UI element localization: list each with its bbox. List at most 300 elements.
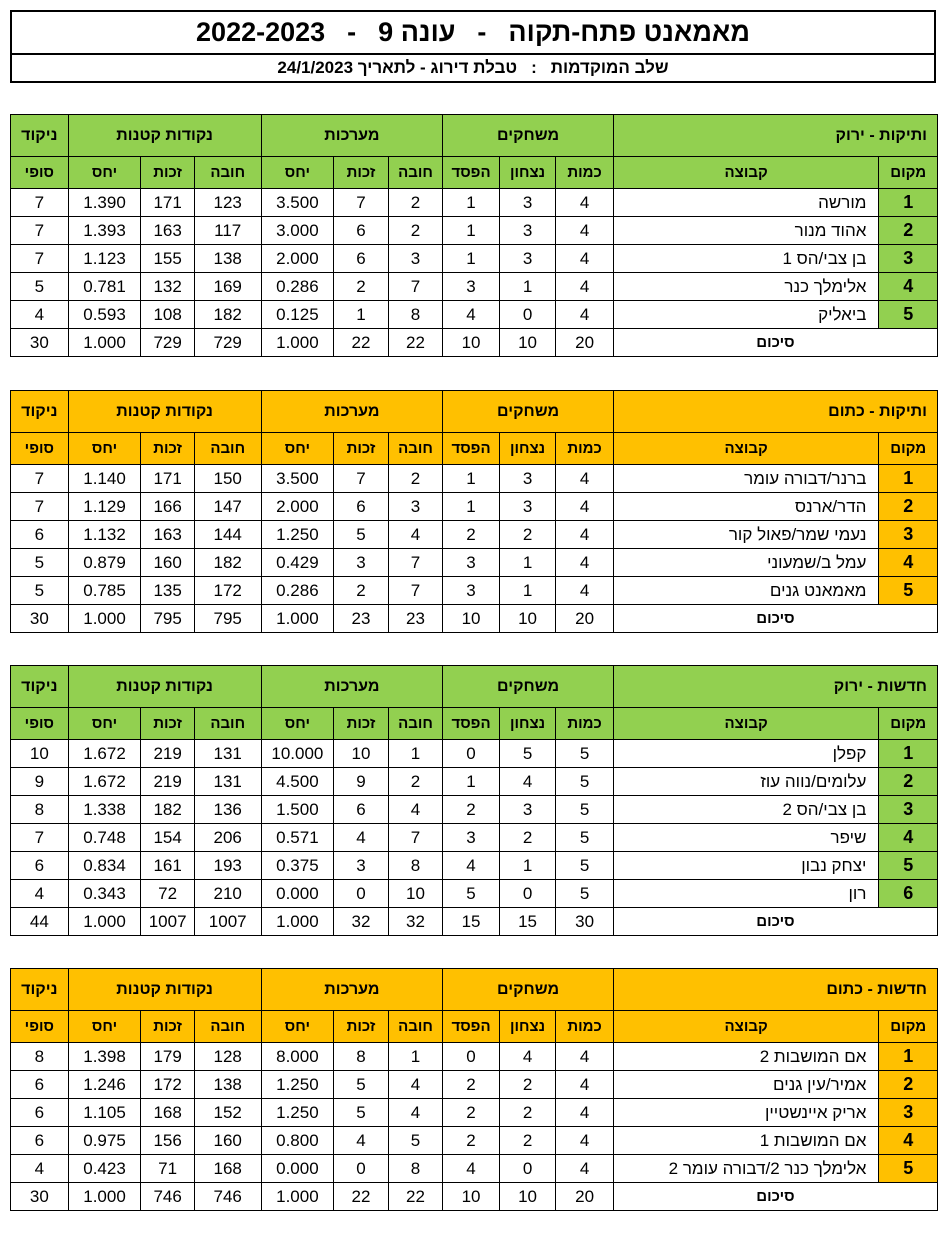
won-cell: 4 xyxy=(499,768,556,796)
pts-for-cell: 154 xyxy=(141,824,195,852)
pts-against-cell: 144 xyxy=(194,521,261,549)
pts-ratio-cell: 0.423 xyxy=(68,1155,141,1183)
total-sets-against: 32 xyxy=(388,908,443,936)
team-name: קפלן xyxy=(613,740,879,768)
pts-for-cell: 163 xyxy=(141,217,195,245)
table-row xyxy=(11,824,938,852)
won-cell: 0 xyxy=(499,880,556,908)
played-header: כמות xyxy=(556,157,614,189)
total-sets-against: 22 xyxy=(388,1183,443,1211)
score-cell: 7 xyxy=(11,465,69,493)
standings-table xyxy=(10,114,938,357)
table-row xyxy=(11,549,938,577)
sets-against-cell: 4 xyxy=(388,1071,443,1099)
lost-cell: 1 xyxy=(443,245,500,273)
table-row xyxy=(11,273,938,301)
place-header: מקום xyxy=(879,157,938,189)
group-title: ותיקות - כתום xyxy=(613,391,937,433)
played-cell: 5 xyxy=(556,768,614,796)
played-cell: 4 xyxy=(556,1043,614,1071)
table-row xyxy=(11,245,938,273)
played-cell: 5 xyxy=(556,796,614,824)
points-against-header: חובה xyxy=(194,433,261,465)
pts-against-cell: 131 xyxy=(194,768,261,796)
sets-group-header: מערכות xyxy=(261,969,443,1011)
pts-for-cell: 182 xyxy=(141,796,195,824)
sets-against-cell: 8 xyxy=(388,852,443,880)
won-header: נצחון xyxy=(499,157,556,189)
lost-header: הפסד xyxy=(443,1011,500,1043)
lost-cell: 5 xyxy=(443,880,500,908)
table-row xyxy=(11,189,938,217)
pts-against-cell: 123 xyxy=(194,189,261,217)
team-header: קבוצה xyxy=(613,433,879,465)
sets-against-header: חובה xyxy=(388,1011,443,1043)
pts-against-cell: 160 xyxy=(194,1127,261,1155)
lost-cell: 3 xyxy=(443,577,500,605)
place-cell: 4 xyxy=(879,1127,938,1155)
sets-group-header: מערכות xyxy=(261,391,443,433)
title-separator: - xyxy=(477,17,487,47)
table-row xyxy=(11,1099,938,1127)
table-row xyxy=(11,852,938,880)
sets-for-cell: 3 xyxy=(334,549,389,577)
played-cell: 4 xyxy=(556,1071,614,1099)
sets-group-header: מערכות xyxy=(261,115,443,157)
sets-ratio-cell: 0.000 xyxy=(261,880,334,908)
group-title: חדשות - ירוק xyxy=(613,666,937,708)
sets-against-cell: 7 xyxy=(388,549,443,577)
played-cell: 4 xyxy=(556,1099,614,1127)
won-cell: 1 xyxy=(499,549,556,577)
place-cell: 4 xyxy=(879,824,938,852)
pts-ratio-cell: 1.132 xyxy=(68,521,141,549)
place-header: מקום xyxy=(879,708,938,740)
score-header-bottom: סופי xyxy=(11,157,69,189)
total-row xyxy=(11,329,938,357)
sets-ratio-cell: 2.000 xyxy=(261,493,334,521)
place-cell: 4 xyxy=(879,273,938,301)
played-cell: 5 xyxy=(556,740,614,768)
pts-against-cell: 131 xyxy=(194,740,261,768)
total-lost: 10 xyxy=(443,1183,500,1211)
total-lost: 15 xyxy=(443,908,500,936)
total-sets-against: 23 xyxy=(388,605,443,633)
team-name: שיפר xyxy=(613,824,879,852)
pts-for-cell: 71 xyxy=(141,1155,195,1183)
total-sets-for: 22 xyxy=(334,1183,389,1211)
score-cell: 7 xyxy=(11,245,69,273)
place-header: מקום xyxy=(879,1011,938,1043)
sets-for-header: זכות xyxy=(334,708,389,740)
matches-group-header: משחקים xyxy=(443,969,614,1011)
lost-cell: 1 xyxy=(443,465,500,493)
played-header: כמות xyxy=(556,433,614,465)
total-sets-ratio: 1.000 xyxy=(261,908,334,936)
pts-ratio-cell: 0.879 xyxy=(68,549,141,577)
team-name: אלימלך כנר xyxy=(613,273,879,301)
lost-cell: 3 xyxy=(443,549,500,577)
total-score: 30 xyxy=(11,1183,69,1211)
team-name: רון xyxy=(613,880,879,908)
played-cell: 4 xyxy=(556,245,614,273)
lost-header: הפסד xyxy=(443,157,500,189)
sets-ratio-header: יחס xyxy=(261,1011,334,1043)
pts-for-cell: 161 xyxy=(141,852,195,880)
team-header: קבוצה xyxy=(613,157,879,189)
total-score: 30 xyxy=(11,329,69,357)
pts-against-cell: 182 xyxy=(194,549,261,577)
score-cell: 4 xyxy=(11,1155,69,1183)
table-row xyxy=(11,521,938,549)
sets-against-header: חובה xyxy=(388,433,443,465)
team-name: אמיר/עין גנים xyxy=(613,1071,879,1099)
table-row xyxy=(11,740,938,768)
sets-ratio-cell: 0.000 xyxy=(261,1155,334,1183)
sets-against-cell: 5 xyxy=(388,1127,443,1155)
lost-cell: 2 xyxy=(443,1071,500,1099)
pts-ratio-cell: 1.338 xyxy=(68,796,141,824)
won-header: נצחון xyxy=(499,708,556,740)
sets-for-cell: 7 xyxy=(334,189,389,217)
pts-for-cell: 219 xyxy=(141,740,195,768)
won-cell: 2 xyxy=(499,1127,556,1155)
total-pts-against: 795 xyxy=(194,605,261,633)
won-cell: 3 xyxy=(499,245,556,273)
place-header: מקום xyxy=(879,433,938,465)
total-row xyxy=(11,605,938,633)
score-cell: 4 xyxy=(11,880,69,908)
team-name: אם המושבות 2 xyxy=(613,1043,879,1071)
total-score: 30 xyxy=(11,605,69,633)
won-cell: 2 xyxy=(499,521,556,549)
sets-against-cell: 1 xyxy=(388,740,443,768)
score-cell: 5 xyxy=(11,549,69,577)
won-cell: 1 xyxy=(499,273,556,301)
subtitle-separator: : xyxy=(531,58,537,77)
total-pts-ratio: 1.000 xyxy=(68,605,141,633)
sets-against-cell: 3 xyxy=(388,493,443,521)
team-header: קבוצה xyxy=(613,708,879,740)
pts-for-cell: 108 xyxy=(141,301,195,329)
pts-ratio-cell: 1.672 xyxy=(68,768,141,796)
points-for-header: זכות xyxy=(141,708,195,740)
sets-against-cell: 8 xyxy=(388,301,443,329)
lost-cell: 2 xyxy=(443,1127,500,1155)
pts-against-cell: 138 xyxy=(194,245,261,273)
total-sets-ratio: 1.000 xyxy=(261,329,334,357)
lost-cell: 2 xyxy=(443,796,500,824)
title-separator: - xyxy=(347,17,357,47)
points-ratio-header: יחס xyxy=(68,157,141,189)
pts-against-cell: 136 xyxy=(194,796,261,824)
won-cell: 2 xyxy=(499,1071,556,1099)
lost-cell: 0 xyxy=(443,740,500,768)
subtitle-stage: שלב המוקדמות xyxy=(550,58,669,77)
pts-for-cell: 179 xyxy=(141,1043,195,1071)
table-row xyxy=(11,768,938,796)
points-group-header: נקודות קטנות xyxy=(68,391,261,433)
sets-for-cell: 0 xyxy=(334,1155,389,1183)
total-played: 30 xyxy=(556,908,614,936)
sets-ratio-cell: 0.571 xyxy=(261,824,334,852)
total-sets-against: 22 xyxy=(388,329,443,357)
total-row xyxy=(11,908,938,936)
score-cell: 6 xyxy=(11,1099,69,1127)
place-cell: 5 xyxy=(879,852,938,880)
total-sets-ratio: 1.000 xyxy=(261,1183,334,1211)
total-won: 10 xyxy=(499,1183,556,1211)
score-cell: 7 xyxy=(11,217,69,245)
sets-against-cell: 1 xyxy=(388,1043,443,1071)
table-row xyxy=(11,1127,938,1155)
pts-ratio-cell: 0.834 xyxy=(68,852,141,880)
score-header-top: ניקוד xyxy=(11,666,69,708)
table-row xyxy=(11,1071,938,1099)
pts-ratio-cell: 1.672 xyxy=(68,740,141,768)
place-cell: 1 xyxy=(879,465,938,493)
sets-against-cell: 2 xyxy=(388,217,443,245)
standings-table xyxy=(10,665,938,936)
total-pts-ratio: 1.000 xyxy=(68,329,141,357)
sets-ratio-header: יחס xyxy=(261,433,334,465)
sets-for-cell: 5 xyxy=(334,1071,389,1099)
page-subtitle xyxy=(10,53,936,83)
total-score: 44 xyxy=(11,908,69,936)
played-cell: 4 xyxy=(556,301,614,329)
total-won: 10 xyxy=(499,605,556,633)
place-cell: 3 xyxy=(879,245,938,273)
total-label: סיכום xyxy=(613,1183,937,1211)
sets-for-cell: 4 xyxy=(334,1127,389,1155)
page-title xyxy=(10,10,936,54)
pts-for-cell: 156 xyxy=(141,1127,195,1155)
sets-ratio-cell: 1.250 xyxy=(261,1099,334,1127)
sets-ratio-cell: 0.125 xyxy=(261,301,334,329)
played-cell: 4 xyxy=(556,465,614,493)
pts-for-cell: 72 xyxy=(141,880,195,908)
total-pts-ratio: 1.000 xyxy=(68,1183,141,1211)
sets-for-cell: 6 xyxy=(334,217,389,245)
place-cell: 5 xyxy=(879,577,938,605)
pts-for-cell: 172 xyxy=(141,1071,195,1099)
table-row xyxy=(11,301,938,329)
sets-ratio-cell: 3.500 xyxy=(261,465,334,493)
matches-group-header: משחקים xyxy=(443,391,614,433)
sets-for-cell: 6 xyxy=(334,796,389,824)
lost-header: הפסד xyxy=(443,708,500,740)
total-pts-against: 746 xyxy=(194,1183,261,1211)
lost-cell: 1 xyxy=(443,493,500,521)
sets-for-cell: 6 xyxy=(334,493,389,521)
total-pts-against: 729 xyxy=(194,329,261,357)
sets-for-cell: 7 xyxy=(334,465,389,493)
total-played: 20 xyxy=(556,1183,614,1211)
total-won: 15 xyxy=(499,908,556,936)
won-cell: 3 xyxy=(499,796,556,824)
team-name: בן צבי/הס 2 xyxy=(613,796,879,824)
sets-ratio-cell: 0.286 xyxy=(261,273,334,301)
sets-ratio-header: יחס xyxy=(261,708,334,740)
lost-cell: 2 xyxy=(443,521,500,549)
pts-ratio-cell: 0.785 xyxy=(68,577,141,605)
sets-for-header: זכות xyxy=(334,157,389,189)
team-name: אריק איינשטיין xyxy=(613,1099,879,1127)
score-cell: 8 xyxy=(11,796,69,824)
pts-for-cell: 155 xyxy=(141,245,195,273)
place-cell: 5 xyxy=(879,301,938,329)
points-group-header: נקודות קטנות xyxy=(68,969,261,1011)
pts-ratio-cell: 1.393 xyxy=(68,217,141,245)
pts-against-cell: 117 xyxy=(194,217,261,245)
score-header-top: ניקוד xyxy=(11,115,69,157)
score-cell: 7 xyxy=(11,824,69,852)
pts-against-cell: 182 xyxy=(194,301,261,329)
sets-ratio-cell: 0.800 xyxy=(261,1127,334,1155)
sets-ratio-cell: 1.250 xyxy=(261,521,334,549)
won-cell: 3 xyxy=(499,189,556,217)
sets-ratio-cell: 4.500 xyxy=(261,768,334,796)
sets-ratio-cell: 0.286 xyxy=(261,577,334,605)
lost-cell: 1 xyxy=(443,189,500,217)
sets-for-cell: 8 xyxy=(334,1043,389,1071)
won-cell: 0 xyxy=(499,301,556,329)
points-group-header: נקודות קטנות xyxy=(68,666,261,708)
score-cell: 6 xyxy=(11,521,69,549)
pts-for-cell: 160 xyxy=(141,549,195,577)
score-header-top: ניקוד xyxy=(11,969,69,1011)
played-cell: 4 xyxy=(556,521,614,549)
pts-against-cell: 152 xyxy=(194,1099,261,1127)
table-row xyxy=(11,465,938,493)
place-cell: 3 xyxy=(879,1099,938,1127)
total-played: 20 xyxy=(556,329,614,357)
played-cell: 4 xyxy=(556,273,614,301)
sets-ratio-cell: 3.000 xyxy=(261,217,334,245)
pts-ratio-cell: 1.129 xyxy=(68,493,141,521)
team-name: אלימלך כנר 2/דבורה עומר 2 xyxy=(613,1155,879,1183)
sets-for-cell: 6 xyxy=(334,245,389,273)
total-label: סיכום xyxy=(613,908,937,936)
title-league: מאמאנט פתח-תקוה xyxy=(508,17,750,47)
lost-header: הפסד xyxy=(443,433,500,465)
standings-table xyxy=(10,968,938,1211)
total-sets-for: 32 xyxy=(334,908,389,936)
sets-against-cell: 4 xyxy=(388,1099,443,1127)
lost-cell: 4 xyxy=(443,1155,500,1183)
place-cell: 1 xyxy=(879,1043,938,1071)
score-header-bottom: סופי xyxy=(11,433,69,465)
lost-cell: 3 xyxy=(443,824,500,852)
team-name: ברנר/דבורה עומר xyxy=(613,465,879,493)
place-cell: 6 xyxy=(879,880,938,908)
won-cell: 1 xyxy=(499,852,556,880)
played-header: כמות xyxy=(556,1011,614,1043)
pts-ratio-cell: 0.975 xyxy=(68,1127,141,1155)
team-name: עלומים/נווה עוז xyxy=(613,768,879,796)
score-cell: 10 xyxy=(11,740,69,768)
sets-against-cell: 2 xyxy=(388,768,443,796)
points-ratio-header: יחס xyxy=(68,708,141,740)
total-pts-for: 729 xyxy=(141,329,195,357)
sets-for-cell: 2 xyxy=(334,577,389,605)
place-cell: 2 xyxy=(879,1071,938,1099)
sets-against-cell: 4 xyxy=(388,796,443,824)
won-cell: 2 xyxy=(499,1099,556,1127)
team-name: מורשה xyxy=(613,189,879,217)
total-pts-against: 1007 xyxy=(194,908,261,936)
standings-table xyxy=(10,390,938,633)
group-title: חדשות - כתום xyxy=(613,969,937,1011)
matches-group-header: משחקים xyxy=(443,666,614,708)
pts-ratio-cell: 0.781 xyxy=(68,273,141,301)
points-ratio-header: יחס xyxy=(68,433,141,465)
won-header: נצחון xyxy=(499,433,556,465)
sets-for-header: זכות xyxy=(334,433,389,465)
lost-cell: 0 xyxy=(443,1043,500,1071)
sets-for-cell: 5 xyxy=(334,521,389,549)
won-header: נצחון xyxy=(499,1011,556,1043)
pts-ratio-cell: 1.246 xyxy=(68,1071,141,1099)
title-round: עונה 9 xyxy=(378,17,456,47)
pts-for-cell: 171 xyxy=(141,465,195,493)
total-pts-ratio: 1.000 xyxy=(68,908,141,936)
sets-ratio-cell: 0.429 xyxy=(261,549,334,577)
points-against-header: חובה xyxy=(194,708,261,740)
place-cell: 1 xyxy=(879,740,938,768)
pts-for-cell: 135 xyxy=(141,577,195,605)
pts-against-cell: 150 xyxy=(194,465,261,493)
sets-ratio-cell: 2.000 xyxy=(261,245,334,273)
won-cell: 3 xyxy=(499,465,556,493)
sets-ratio-cell: 0.375 xyxy=(261,852,334,880)
table-row xyxy=(11,1155,938,1183)
place-cell: 3 xyxy=(879,796,938,824)
sets-ratio-cell: 3.500 xyxy=(261,189,334,217)
team-header: קבוצה xyxy=(613,1011,879,1043)
pts-ratio-cell: 1.398 xyxy=(68,1043,141,1071)
pts-for-cell: 166 xyxy=(141,493,195,521)
played-cell: 4 xyxy=(556,577,614,605)
table-row xyxy=(11,493,938,521)
score-cell: 8 xyxy=(11,1043,69,1071)
place-cell: 2 xyxy=(879,768,938,796)
sets-for-cell: 5 xyxy=(334,1099,389,1127)
sets-ratio-cell: 1.250 xyxy=(261,1071,334,1099)
sets-ratio-cell: 8.000 xyxy=(261,1043,334,1071)
points-against-header: חובה xyxy=(194,1011,261,1043)
won-cell: 3 xyxy=(499,217,556,245)
pts-against-cell: 193 xyxy=(194,852,261,880)
total-pts-for: 746 xyxy=(141,1183,195,1211)
table-row xyxy=(11,577,938,605)
sets-against-cell: 3 xyxy=(388,245,443,273)
score-header-bottom: סופי xyxy=(11,1011,69,1043)
sets-against-cell: 7 xyxy=(388,273,443,301)
team-name: אהוד מנור xyxy=(613,217,879,245)
won-cell: 5 xyxy=(499,740,556,768)
sets-against-cell: 8 xyxy=(388,1155,443,1183)
pts-ratio-cell: 0.593 xyxy=(68,301,141,329)
score-cell: 7 xyxy=(11,189,69,217)
sets-for-header: זכות xyxy=(334,1011,389,1043)
pts-for-cell: 171 xyxy=(141,189,195,217)
lost-cell: 3 xyxy=(443,273,500,301)
played-cell: 4 xyxy=(556,549,614,577)
sets-ratio-cell: 10.000 xyxy=(261,740,334,768)
score-cell: 6 xyxy=(11,852,69,880)
won-cell: 1 xyxy=(499,577,556,605)
